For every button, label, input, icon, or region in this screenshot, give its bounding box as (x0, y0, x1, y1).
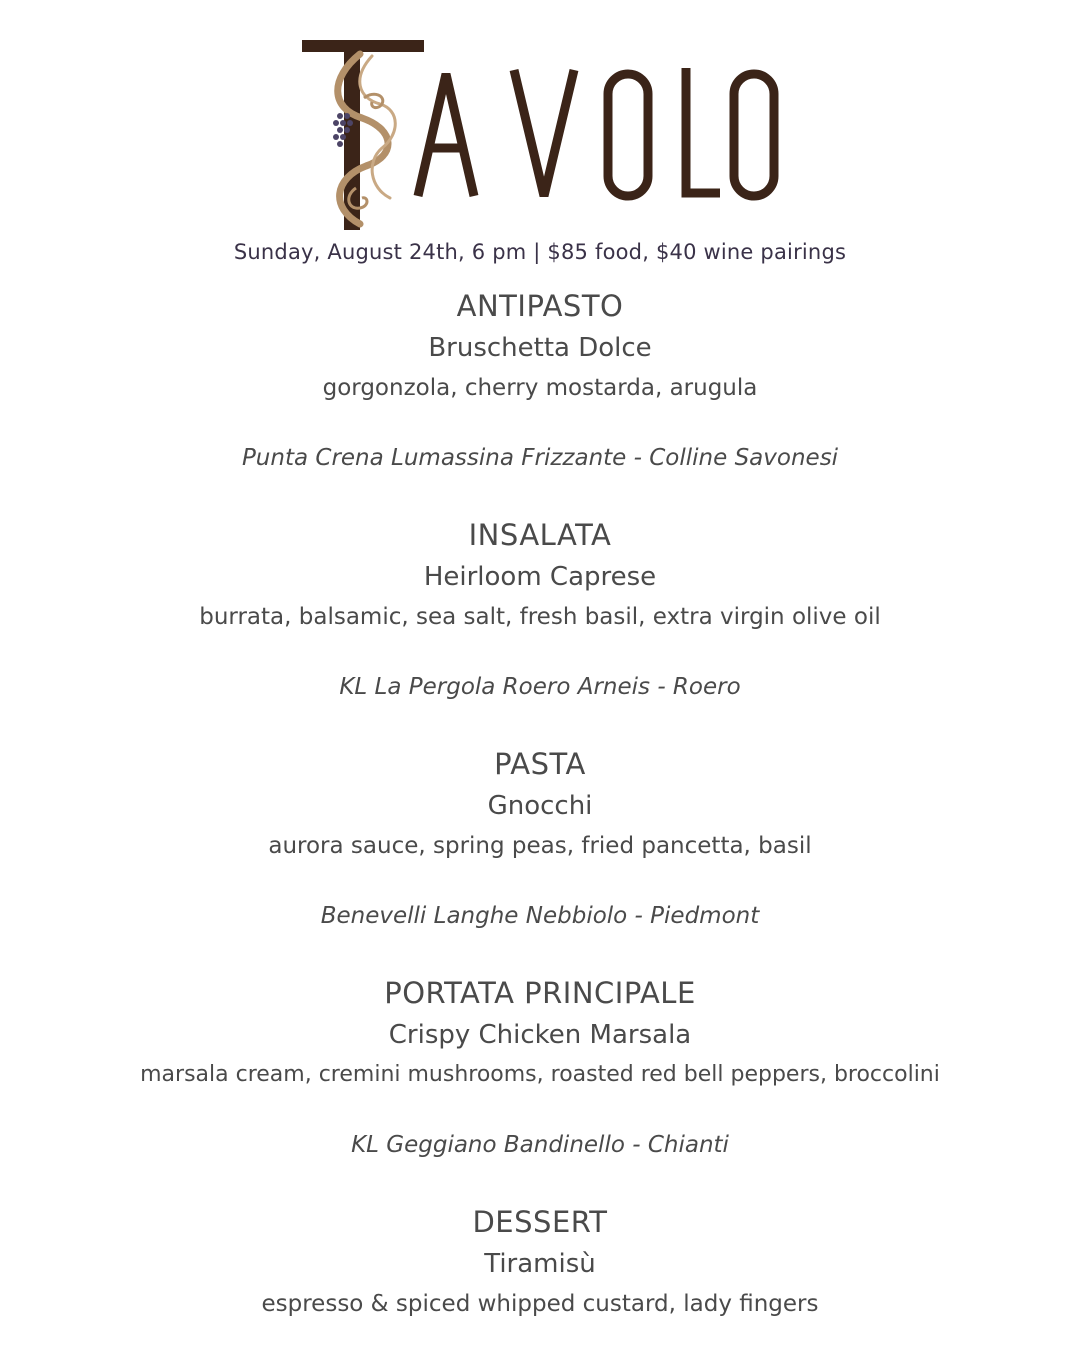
wine-pairing: KL Geggiano Bandinello - Chianti (351, 1132, 729, 1158)
dish-name: Crispy Chicken Marsala (388, 1020, 692, 1050)
logo-letter-o-2 (734, 74, 774, 196)
dish-description: marsala cream, cremini mushrooms, roasted red bell peppers, broccolini (140, 1062, 940, 1087)
wine-pairing: KL La Pergola Roero Arneis - Roero (339, 674, 741, 700)
course-portata-principale (0, 973, 1080, 1165)
dish-name: Heirloom Caprese (423, 562, 657, 592)
logo-letter-o (608, 74, 648, 196)
dish-name: Bruschetta Dolce (428, 333, 652, 363)
wine-pairing: Punta Crena Lumassina Frizzante - Colline Savonesi (241, 445, 839, 471)
logo-letters (418, 68, 774, 196)
logo-letter-v (514, 70, 574, 196)
dish-description: gorgonzola, cherry mostarda, arugula (322, 375, 758, 401)
dish-description: burrata, balsamic, sea salt, fresh basil, extra virgin olive oil (199, 604, 881, 630)
logo-t-stem (344, 48, 360, 230)
course-title: ANTIPASTO (456, 289, 624, 323)
course-title: INSALATA (468, 518, 612, 552)
course-insalata (0, 515, 1080, 707)
wine-pairing: Benevelli Langhe Nebbiolo - Piedmont (320, 903, 760, 929)
course-pasta (0, 744, 1080, 936)
tavolo-logo (300, 38, 790, 233)
dish-description: espresso & spiced whipped custard, lady fingers (261, 1291, 819, 1317)
course-title: DESSERT (472, 1205, 608, 1239)
dish-name: Gnocchi (487, 791, 593, 821)
dish-name: Tiramisù (484, 1249, 596, 1279)
logo-letter-a (418, 74, 474, 196)
course-dessert (0, 1202, 1080, 1324)
course-title: PORTATA PRINCIPALE (384, 976, 696, 1010)
logo-letter-l (686, 68, 720, 193)
course-title: PASTA (494, 747, 586, 781)
event-details: Sunday, August 24th, 6 pm | $85 food, $40 wine pairings (233, 240, 847, 264)
dish-description: aurora sauce, spring peas, fried pancetta, basil (268, 833, 812, 859)
logo-t-bar (302, 40, 424, 52)
course-antipasto (0, 286, 1080, 478)
